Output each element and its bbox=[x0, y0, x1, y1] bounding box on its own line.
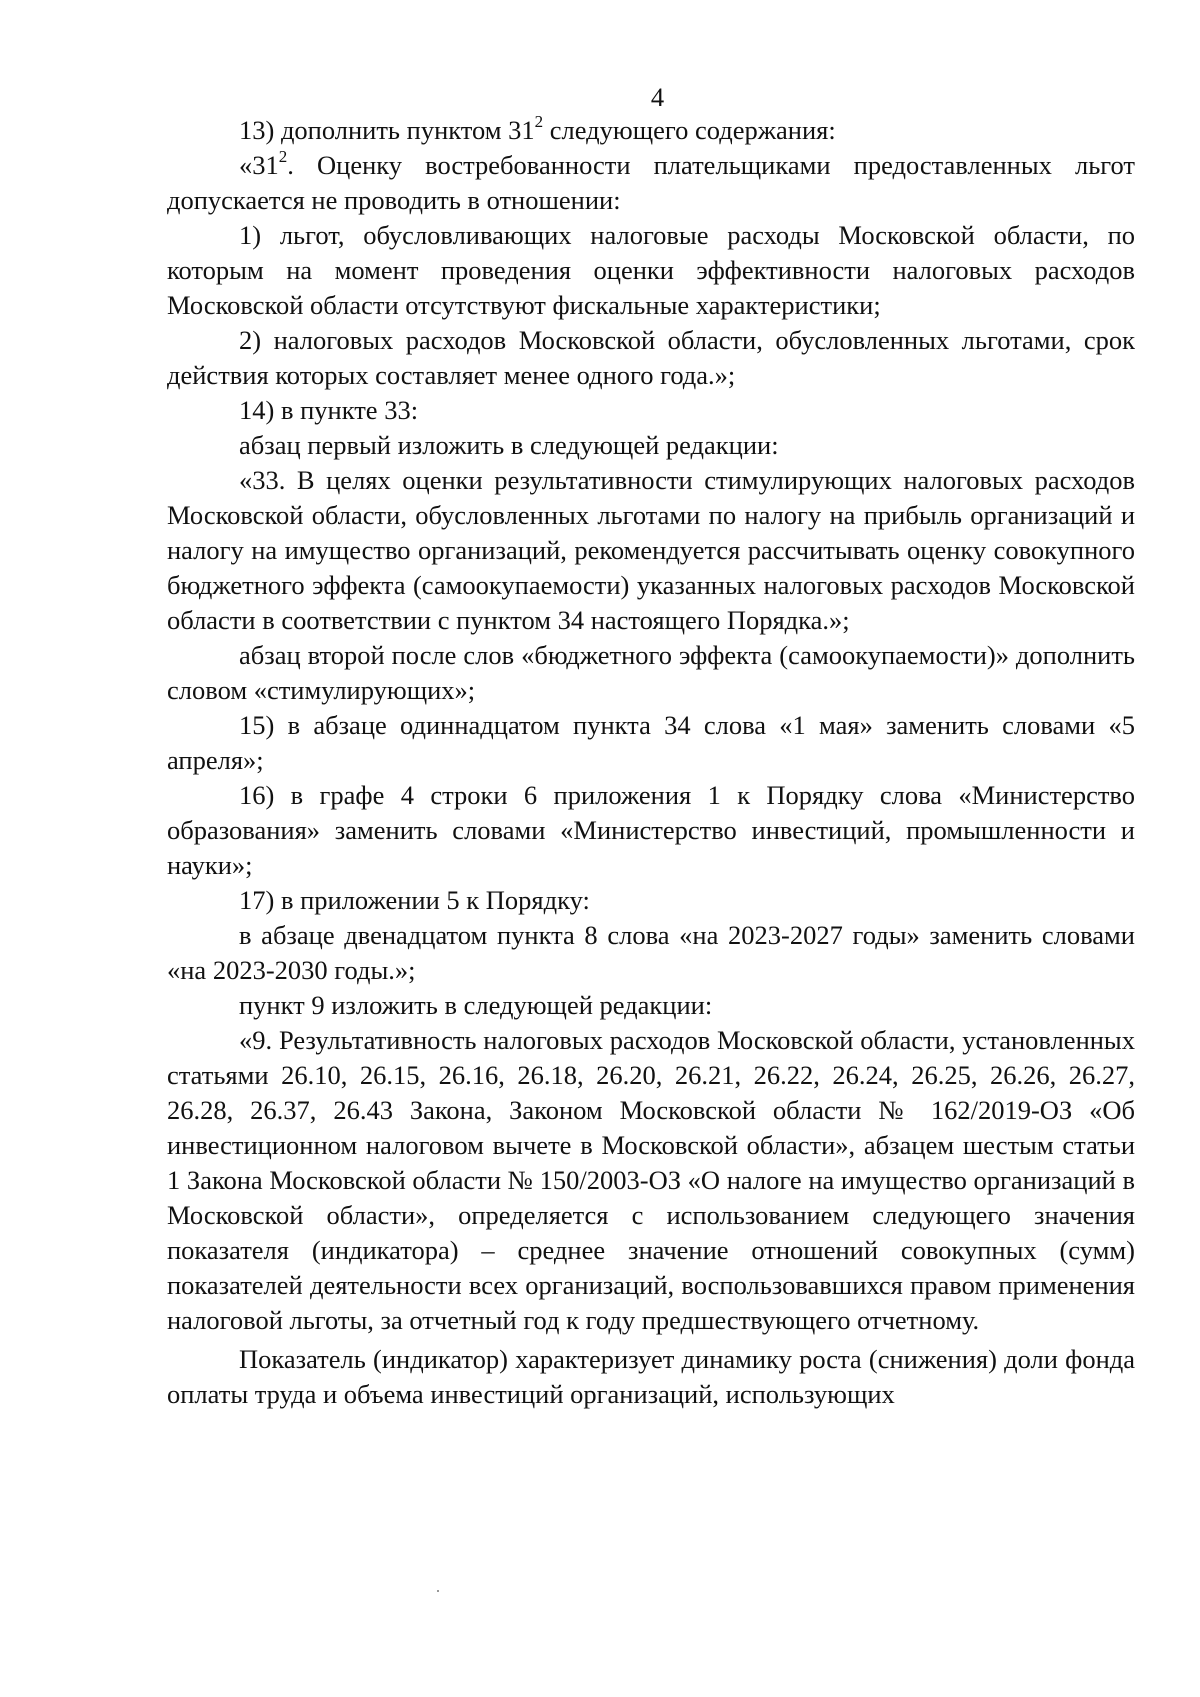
document-body bbox=[167, 113, 1135, 1412]
item-13-text-end: следующего содержания: bbox=[543, 115, 836, 145]
paragraph-item-14-a: абзац первый изложить в следующей редакции: bbox=[239, 430, 779, 460]
item-31-2-text-end: . Оценку востребованности плательщиками предоставленных льгот допускается не проводить в отношении: bbox=[167, 150, 1135, 215]
paragraph-item-14-b: «33. В целях оценки результативности стимулирующих налоговых расходов Московской области, обусловленных льготами по налогу на прибыль организаций и налогу на имущество организаций, рекомендуется рассчитывать оценку совокупного бюджетного эффекта (самоокупаемости) указанных налоговых расходов Московской области в соответствии с пунктом 34 настоящего Порядка.»; bbox=[167, 465, 1135, 635]
paragraph-item-17: 17) в приложении 5 к Порядку: bbox=[239, 885, 590, 915]
superscript: 2 bbox=[278, 147, 288, 167]
paragraph-item-14-c: абзац второй после слов «бюджетного эффекта (самоокупаемости)» дополнить словом «стимулирующих»; bbox=[167, 640, 1135, 705]
paragraph-item-13 bbox=[167, 113, 1135, 148]
page-number: 4 bbox=[650, 82, 665, 112]
item-31-2-text: «31 bbox=[239, 150, 279, 180]
paragraph-item-17-c: «9. Результативность налоговых расходов Московской области, установленных статьями 26.10, 26.15, 26.16, 26.18, 26.20, 26.21, 26.22, 26.24, 26.25, 26.26, 26.27, 26.28, 26.37, 26.43 Закона, Законом Московской области № 162/2019-ОЗ «Об инвестиционном налоговом вычете в Московской области», абзацем шестым статьи 1 Закона Московской области № 150/2003-ОЗ «О налоге на имущество организаций в Московской области», определяется с использованием следующего значения показателя (индикатора) – среднее значение отношений совокупных (сумм) показателей деятельности всех организаций, воспользовавшихся правом применения налоговой льготы, за отчетный год к году предшествующего отчетному. bbox=[167, 1025, 1135, 1335]
paragraph-item-17-d: Показатель (индикатор) характеризует динамику роста (снижения) доли фонда оплаты труда и объема инвестиций организаций, использующих bbox=[167, 1344, 1135, 1409]
superscript: 2 bbox=[534, 112, 544, 132]
paragraph-item-16: 16) в графе 4 строки 6 приложения 1 к Порядку слова «Министерство образования» заменить словами «Министерство инвестиций, промышленности и науки»; bbox=[167, 780, 1135, 880]
paragraph-item-15: 15) в абзаце одиннадцатом пункта 34 слова «1 мая» заменить словами «5 апреля»; bbox=[167, 710, 1135, 775]
paragraph-item-14: 14) в пункте 33: bbox=[239, 395, 419, 425]
paragraph-item-17-a: в абзаце двенадцатом пункта 8 слова «на 2023-2027 годы» заменить словами «на 2023-2030 годы.»; bbox=[167, 920, 1135, 985]
item-13-text: 13) дополнить пунктом 31 bbox=[239, 115, 535, 145]
paragraph-subitem-2: 2) налоговых расходов Московской области, обусловленных льготами, срок действия которых составляет менее одного года.»; bbox=[167, 325, 1135, 390]
paragraph-item-17-b: пункт 9 изложить в следующей редакции: bbox=[239, 990, 713, 1020]
scan-artifact bbox=[437, 1590, 439, 1592]
paragraph-item-31-2 bbox=[167, 148, 1135, 218]
paragraph-subitem-1: 1) льгот, обусловливающих налоговые расходы Московской области, по которым на момент проведения оценки эффективности налоговых расходов Московской области отсутствуют фискальные характеристики; bbox=[167, 220, 1135, 320]
